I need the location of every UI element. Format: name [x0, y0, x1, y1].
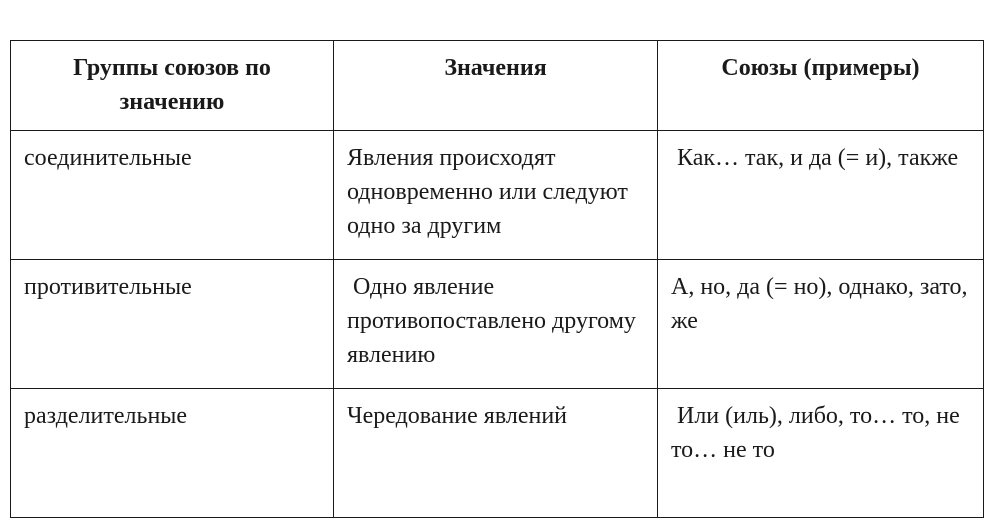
cell-examples: Или (иль), либо, то… то, не то… не то	[658, 389, 984, 518]
cell-examples: Как… так, и да (= и), также	[658, 131, 984, 260]
cell-meaning: Одно явление противопоставлено другому явлению	[334, 260, 658, 389]
conjunctions-table	[10, 40, 984, 518]
table-row	[11, 131, 984, 260]
table-row	[11, 389, 984, 518]
header-cell-groups: Группы союзов по значению	[11, 41, 334, 131]
header-cell-examples: Союзы (примеры)	[658, 41, 984, 131]
cell-group: противительные	[11, 260, 334, 389]
cell-meaning: Явления происходят одновременно или следуют одно за другим	[334, 131, 658, 260]
cell-group: соединительные	[11, 131, 334, 260]
header-cell-meanings: Значения	[334, 41, 658, 131]
cell-examples: А, но, да (= но), однако, зато, же	[658, 260, 984, 389]
table-row	[11, 260, 984, 389]
table-header-row	[11, 41, 984, 131]
cell-meaning: Чередование явлений	[334, 389, 658, 518]
cell-group: разделительные	[11, 389, 334, 518]
